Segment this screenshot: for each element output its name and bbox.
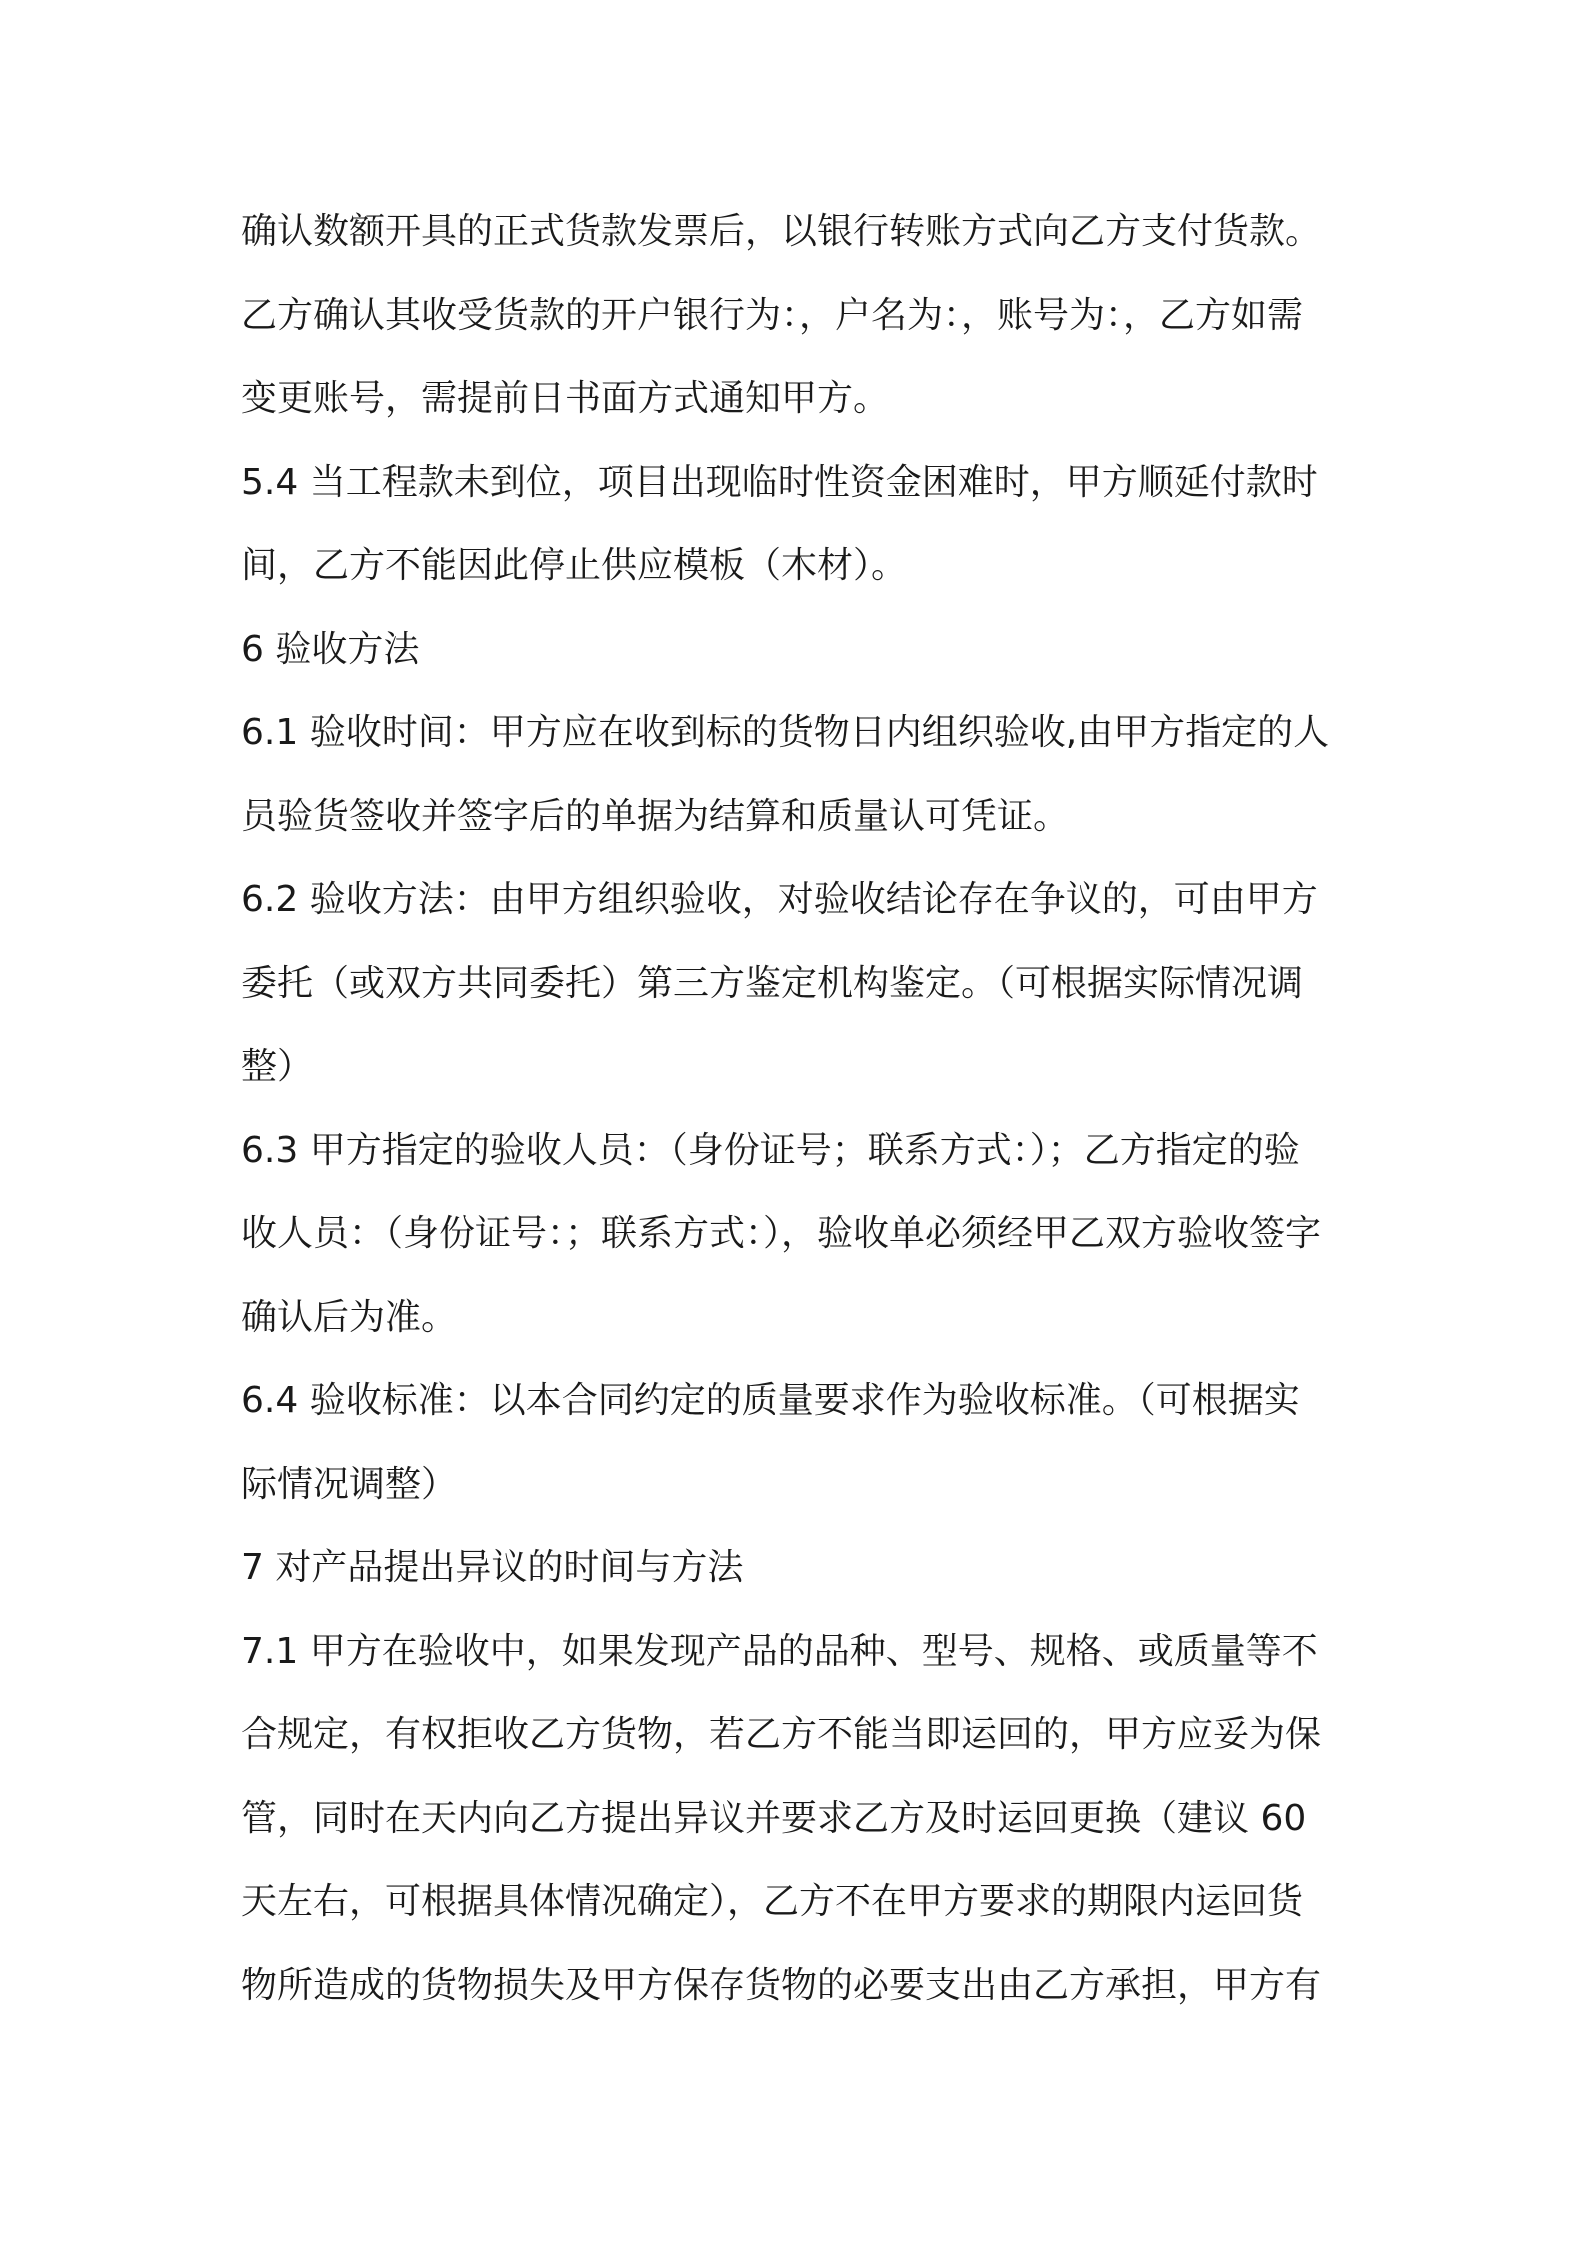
clause-6-2-line-1: 6.2 验收方法：由甲方组织验收，对验收结论存在争议的，可由甲方 <box>241 879 1318 920</box>
clause-6-3-line-3: 确认后为准。 <box>241 1296 458 1338</box>
text-line-1: 确认数额开具的正式货款发票后，以银行转账方式向乙方支付货款。 <box>241 211 1322 252</box>
clause-6-4-line-2: 际情况调整） <box>241 1463 458 1505</box>
clause-6-4-line-1: 6.4 验收标准：以本合同约定的质量要求作为验收标准。（可根据实 <box>241 1380 1300 1421</box>
section-7-heading: 7 对产品提出异议的时间与方法 <box>241 1547 744 1588</box>
clause-6-3-line-2: 收人员：（身份证号：；联系方式：），验收单必须经甲乙双方验收签字 <box>241 1213 1322 1254</box>
clause-7-1-line-4: 天左右，可根据具体情况确定），乙方不在甲方要求的期限内运回货 <box>241 1881 1304 1922</box>
clause-7-1-line-3: 管，同时在天内向乙方提出异议并要求乙方及时运回更换（建议 60 <box>241 1797 1307 1839</box>
clause-6-3-line-1: 6.3 甲方指定的验收人员：（身份证号；联系方式：）；乙方指定的验 <box>241 1129 1300 1171</box>
clause-6-1-line-2: 员验货签收并签字后的单据为结算和质量认可凭证。 <box>241 795 1070 837</box>
text-line-3: 变更账号，需提前日书面方式通知甲方。 <box>241 378 890 419</box>
section-6-heading: 6 验收方法 <box>241 628 420 670</box>
clause-6-2-line-3: 整） <box>241 1046 314 1087</box>
document-body <box>241 204 1365 2041</box>
clause-7-1-line-2: 合规定，有权拒收乙方货物，若乙方不能当即运回的，甲方应妥为保 <box>241 1714 1322 1755</box>
clause-7-1-line-5: 物所造成的货物损失及甲方保存货物的必要支出由乙方承担，甲方有 <box>241 1964 1322 2006</box>
clause-5-4-line-2: 间，乙方不能因此停止供应模板（木材）。 <box>241 545 908 586</box>
clause-7-1-line-1: 7.1 甲方在验收中，如果发现产品的品种、型号、规格、或质量等不 <box>241 1630 1318 1672</box>
clause-6-1-line-1: 6.1 验收时间：甲方应在收到标的货物日内组织验收,由甲方指定的人 <box>241 712 1330 753</box>
clause-6-2-line-2: 委托（或双方共同委托）第三方鉴定机构鉴定。（可根据实际情况调 <box>241 962 1304 1004</box>
clause-5-4-line-1: 5.4 当工程款未到位，项目出现临时性资金困难时，甲方顺延付款时 <box>241 461 1318 503</box>
text-line-2: 乙方确认其收受货款的开户银行为：，户名为：，账号为：，乙方如需 <box>241 294 1304 336</box>
